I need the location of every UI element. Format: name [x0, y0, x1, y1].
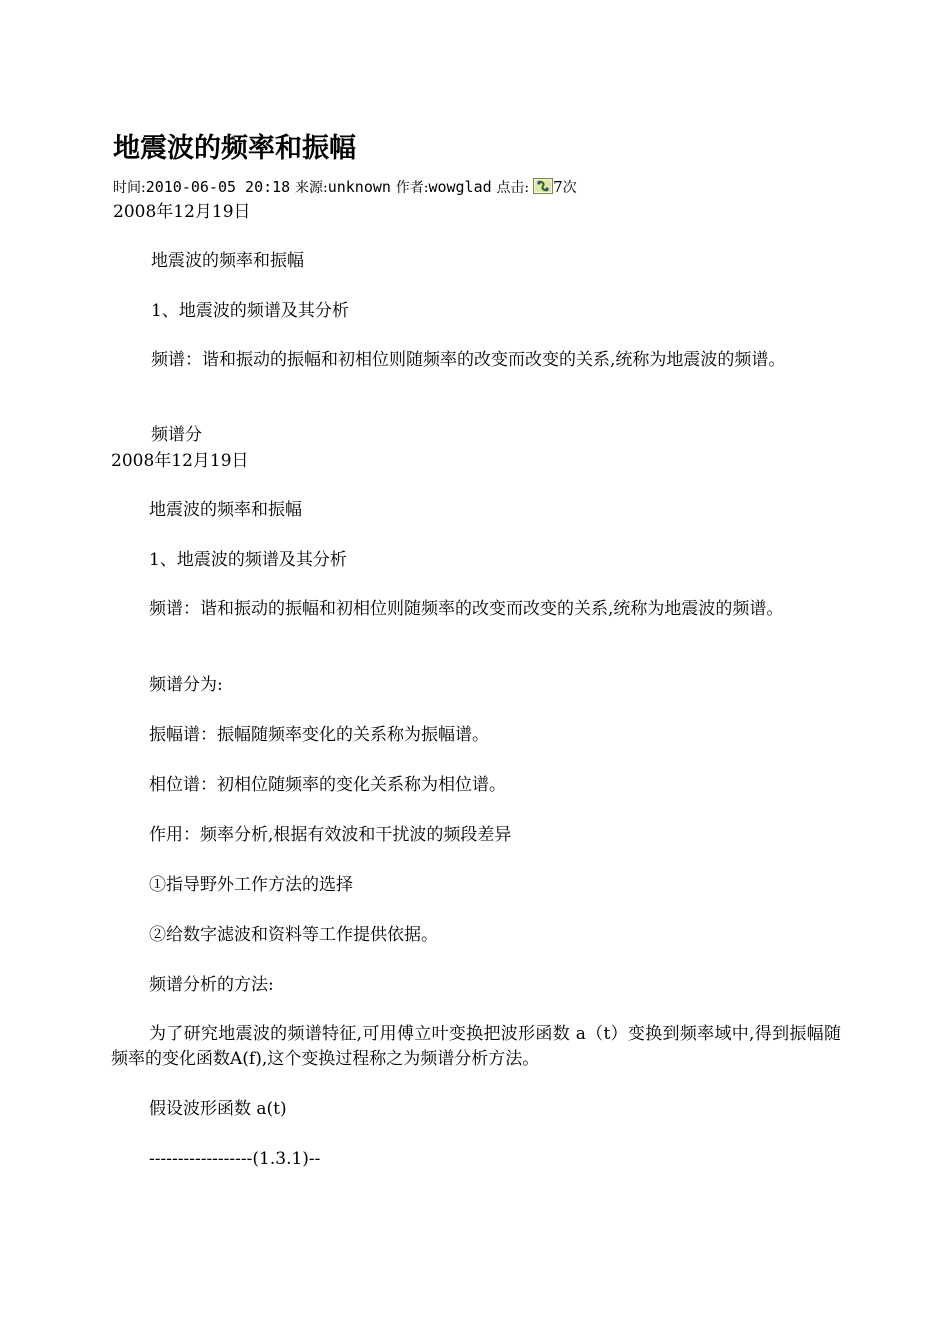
author-value: wowglad: [428, 178, 492, 196]
block1-heading: 地震波的频率和振幅: [151, 251, 304, 271]
block2-assume: 假设波形函数 a(t): [149, 1099, 287, 1119]
source-value: unknown: [327, 178, 391, 196]
source-label: 来源:: [295, 180, 328, 196]
block2-usage-1: ①指导野外工作方法的选择: [149, 875, 353, 895]
click-counter-icon: [533, 178, 553, 194]
clicks-label: 点击:: [496, 180, 530, 196]
block2-section: 1、地震波的频谱及其分析: [149, 550, 347, 570]
time-value: 2010-06-05 20:18: [145, 178, 291, 196]
block2-phase-spectrum: 相位谱：初相位随频率的变化关系称为相位谱。: [149, 775, 506, 795]
article-meta: [113, 176, 577, 198]
article-title: 地震波的频率和振幅: [113, 133, 356, 164]
block1-section: 1、地震波的频谱及其分析: [151, 301, 349, 321]
block1-date: 2008年12月19日: [113, 202, 251, 222]
block2-heading: 地震波的频率和振幅: [149, 500, 302, 520]
block2-method-text: 为了研究地震波的频谱特征,可用傅立叶变换把波形函数 a（t）变换到频率域中,得到振幅随频率的变化函数A(f),这个变换过程称之为频谱分析方法。: [111, 1024, 841, 1069]
block2-equation-ref: ------------------(1.3.1)--: [149, 1149, 321, 1169]
block2-method-heading: 频谱分析的方法:: [149, 975, 274, 995]
clicks-value: 7: [553, 178, 563, 196]
block1-spectrum-def: 频谱：谐和振动的振幅和初相位则随频率的改变而改变的关系,统称为地震波的频谱。: [151, 350, 786, 370]
block2-spectrum-def: 频谱：谐和振动的振幅和初相位则随频率的改变而改变的关系,统称为地震波的频谱。: [149, 599, 784, 619]
block2-date: 2008年12月19日: [111, 451, 249, 471]
clicks-unit: 次: [562, 180, 577, 196]
block2-spectrum-types: 频谱分为:: [149, 675, 223, 695]
author-label: 作者:: [395, 180, 429, 196]
block1-truncated: 频谱分: [151, 425, 202, 445]
block2-usage: 作用：频率分析,根据有效波和干扰波的频段差异: [149, 825, 512, 845]
block2-amplitude-spectrum: 振幅谱：振幅随频率变化的关系称为振幅谱。: [149, 725, 489, 745]
block2-usage-2: ②给数字滤波和资料等工作提供依据。: [149, 925, 438, 945]
time-label: 时间:: [113, 180, 146, 196]
